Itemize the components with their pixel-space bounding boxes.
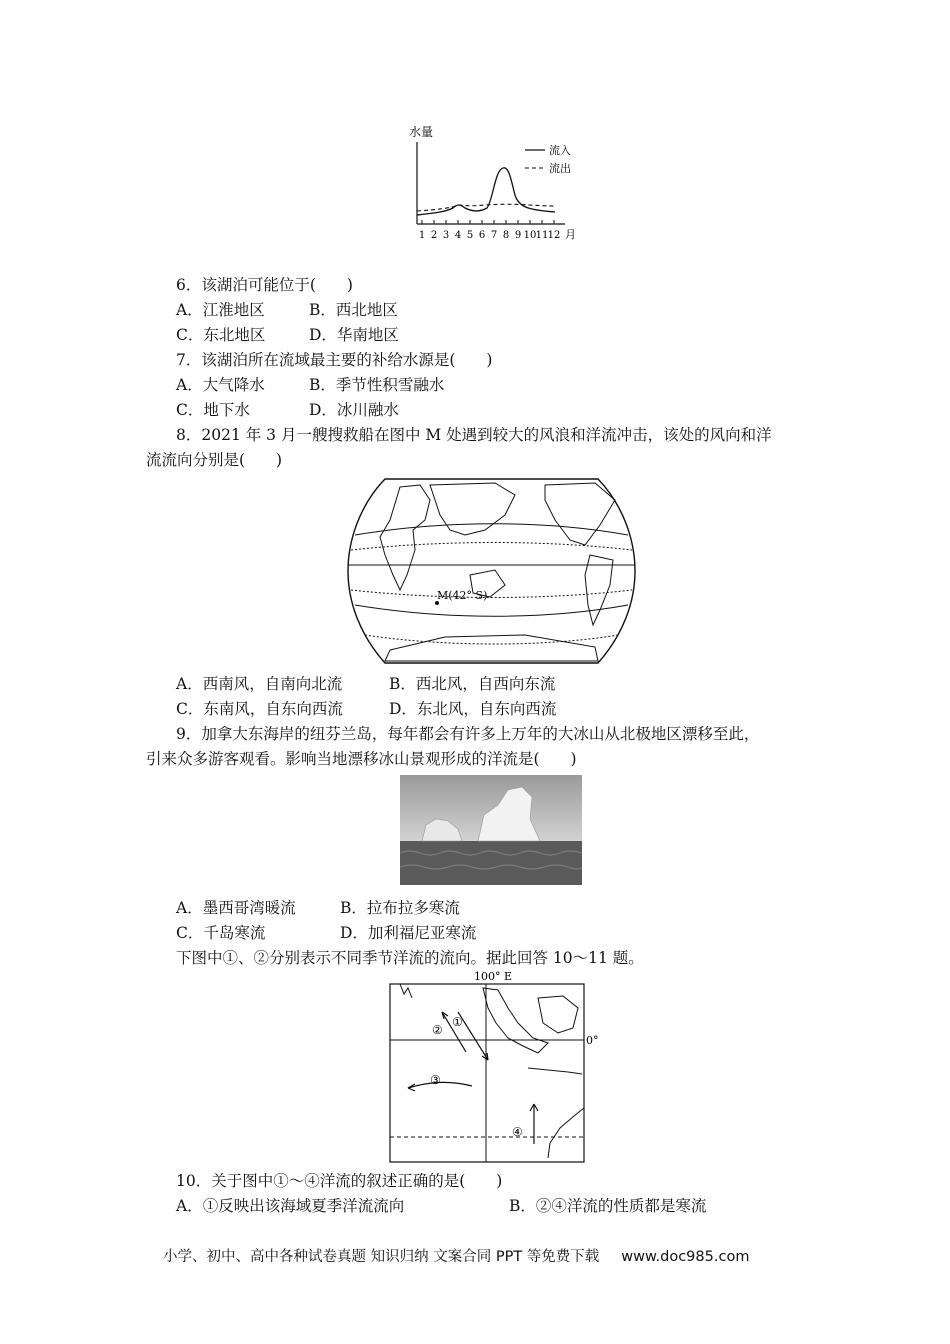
q7-option-b: B．季节性积雪融水: [309, 376, 445, 394]
footer: [163, 1245, 749, 1266]
chart-x-unit: 月: [565, 228, 576, 241]
q7-option-d: D．冰川融水: [309, 401, 399, 419]
q10-option-a: A．①反映出该海域夏季洋流流向: [176, 1197, 405, 1215]
point-m-label: M(42° S): [437, 589, 488, 602]
q8-option-b: B．西北风，自西向东流: [389, 675, 556, 693]
q6-option-d: D．华南地区: [309, 326, 399, 344]
chart-y-label: 水量: [409, 125, 434, 139]
photo-sea: [400, 841, 582, 885]
x-tick-label: 2: [430, 230, 438, 241]
q9-option-a: A．墨西哥湾暖流: [176, 899, 296, 917]
footer-url[interactable]: www.doc985.com: [621, 1249, 750, 1265]
x-tick-label: 7: [490, 230, 498, 241]
current-label-1: ①: [452, 1015, 463, 1029]
q6-option-a: A．江淮地区: [176, 301, 265, 319]
q8-stem-line2: 流流向分别是( ): [146, 451, 283, 469]
q9-option-b: B．拉布拉多寒流: [340, 899, 460, 917]
q10-stem: 10．关于图中①～④洋流的叙述正确的是( ): [176, 1172, 503, 1190]
current-label-2: ②: [432, 1023, 443, 1037]
x-tick-label: 11: [535, 230, 549, 241]
q8-option-c: C．东南风，自东向西流: [176, 700, 343, 718]
ocean-current-map: [388, 968, 608, 1164]
iceberg-photo: [400, 775, 582, 885]
legend-out-label: 流出: [549, 162, 571, 175]
inflow-line: [417, 168, 555, 215]
q8-option-d: D．东北风，自东向西流: [389, 700, 557, 718]
q10-option-b: B．②④洋流的性质都是寒流: [509, 1197, 707, 1215]
q6-option-c: C．东北地区: [176, 326, 266, 344]
x-tick-label: 3: [442, 230, 450, 241]
q9-option-d: D．加利福尼亚寒流: [340, 924, 477, 942]
footer-text: 小学、初中、高中各种试卷真题 知识归纳 文案合同 PPT 等免费下载: [163, 1249, 600, 1265]
q8-option-a: A．西南风，自南向北流: [176, 675, 343, 693]
q7-option-c: C．地下水: [176, 401, 250, 419]
lat-label: 0°: [586, 1034, 599, 1047]
water-volume-chart: [405, 120, 585, 246]
chart-x-ticks: [419, 220, 561, 241]
q9-option-c: C．千岛寒流: [176, 924, 266, 942]
legend-in-label: 流入: [549, 144, 571, 157]
q6-stem: 6．该湖泊可能位于( ): [176, 276, 353, 294]
x-tick-label: 9: [514, 230, 522, 241]
lon-label: 100° E: [474, 970, 513, 983]
current-label-3: ③: [430, 1073, 441, 1087]
x-tick-label: 4: [454, 230, 462, 241]
x-tick-label: 8: [502, 230, 510, 241]
current-label-4: ④: [512, 1125, 523, 1139]
world-map: [345, 475, 638, 667]
q6-option-b: B．西北地区: [309, 301, 398, 319]
x-tick-label: 12: [547, 230, 561, 241]
intro-10-11: 下图中①、②分别表示不同季节洋流的流向。据此回答 10～11 题。: [176, 949, 644, 967]
q7-stem: 7．该湖泊所在流域最主要的补给水源是( ): [176, 351, 493, 369]
x-tick-label: 10: [523, 230, 537, 241]
x-tick-label: 5: [466, 230, 474, 241]
x-tick-label: 6: [478, 230, 486, 241]
q9-stem-line2: 引来众多游客观看。影响当地漂移冰山景观形成的洋流是( ): [146, 750, 577, 768]
q8-stem-line1: 8．2021 年 3 月一艘搜救船在图中 M 处遇到较大的风浪和洋流冲击，该处的风向和洋: [176, 426, 772, 444]
x-tick-label: 1: [418, 230, 426, 241]
q7-option-a: A．大气降水: [176, 376, 265, 394]
q9-stem-line1: 9．加拿大东海岸的纽芬兰岛，每年都会有许多上万年的大冰山从北极地区漂移至此，: [176, 725, 760, 743]
